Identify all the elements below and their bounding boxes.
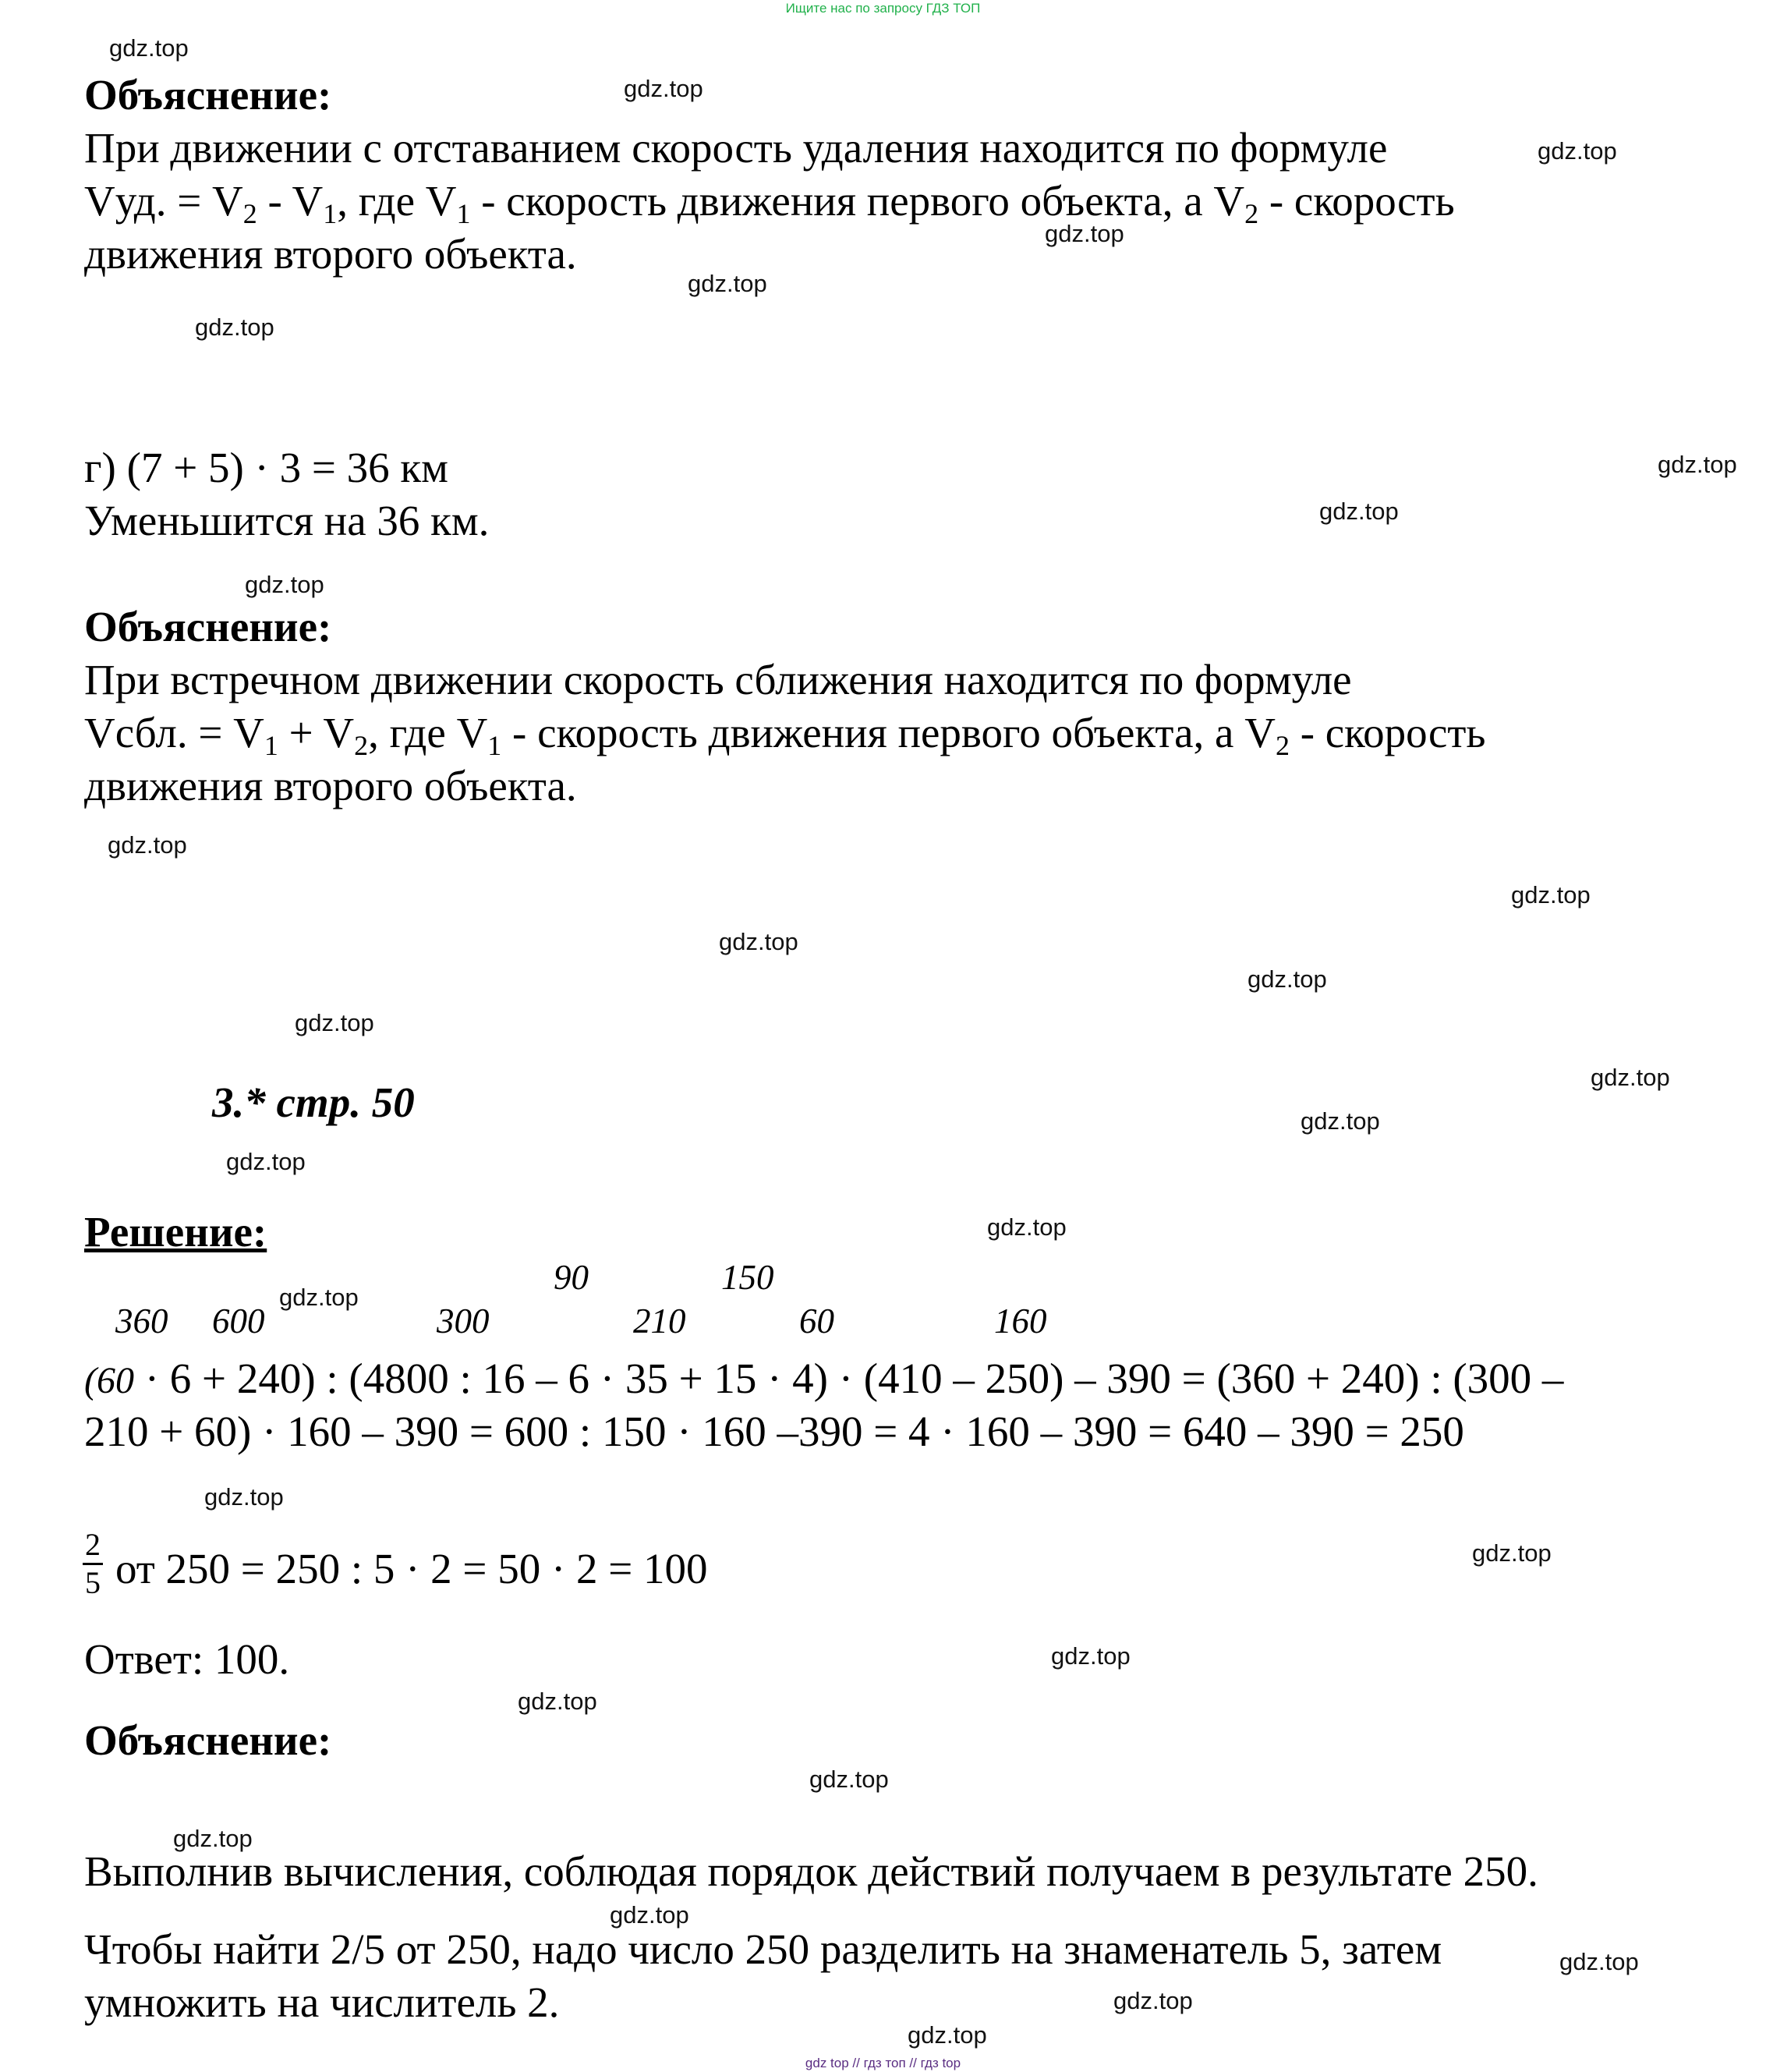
solution-label: Решение: xyxy=(84,1208,267,1256)
section3-line3: умножить на числитель 2. xyxy=(84,1978,560,2026)
intermediate-result: 90 xyxy=(554,1258,589,1297)
watermark: gdz.top xyxy=(279,1284,359,1311)
watermark: gdz.top xyxy=(1559,1948,1639,1975)
watermark: gdz.top xyxy=(809,1766,889,1793)
watermark: gdz.top xyxy=(295,1009,374,1036)
watermark: gdz.top xyxy=(1658,451,1737,478)
intermediate-result: 360 xyxy=(115,1302,168,1341)
section2-line3: движения второго объекта. xyxy=(84,762,577,809)
watermark: gdz.top xyxy=(1113,1987,1193,2014)
expression-line2: 210 + 60) · 160 – 390 = 600 : 150 · 160 –390 = 4 · 160 – 390 = 640 – 390 = 250 xyxy=(84,1408,1464,1455)
fraction-numerator: 2 xyxy=(85,1527,101,1562)
watermark: gdz.top xyxy=(245,571,324,598)
watermark: gdz.top xyxy=(195,313,274,341)
section3-heading: Объяснение: xyxy=(84,1716,332,1764)
watermark: gdz.top xyxy=(719,928,798,955)
watermark: gdz.top xyxy=(1051,1642,1131,1670)
watermark: gdz.top xyxy=(173,1825,253,1852)
intermediate-result: 150 xyxy=(721,1258,774,1297)
section3-line1: Выполнив вычисления, соблюдая порядок действий получаем в результате 250. xyxy=(84,1847,1538,1895)
watermark: gdz.top xyxy=(204,1483,284,1511)
section3-line2: Чтобы найти 2/5 от 250, надо число 250 разделить на знаменатель 5, затем xyxy=(84,1925,1442,1973)
section2-line1: При встречном движении скорость сближения находится по формуле xyxy=(84,656,1352,703)
watermark: gdz.top xyxy=(1472,1539,1552,1567)
intermediate-result: 600 xyxy=(212,1302,265,1341)
watermark: gdz.top xyxy=(908,2021,987,2049)
top-banner: Ищите нас по запросу ГДЗ ТОП xyxy=(785,1,981,16)
watermark: gdz.top xyxy=(108,831,187,859)
watermark: gdz.top xyxy=(1319,498,1399,525)
watermark: gdz.top xyxy=(1511,881,1591,908)
watermark: gdz.top xyxy=(1591,1064,1670,1091)
fraction xyxy=(83,1527,103,1601)
part-g-calculation: г) (7 + 5) · 3 = 36 км xyxy=(84,444,448,491)
watermark: gdz.top xyxy=(109,34,189,62)
bottom-banner: gdz top // гдз топ // гдз top xyxy=(805,2056,961,2070)
section1-heading: Объяснение: xyxy=(84,71,332,119)
watermark: gdz.top xyxy=(518,1688,597,1715)
intermediate-result: 300 xyxy=(437,1302,490,1341)
task-title: 3.* стр. 50 xyxy=(212,1079,415,1126)
fraction-calculation: от 250 = 250 : 5 · 2 = 50 · 2 = 100 xyxy=(115,1545,708,1592)
section1-line1: При движении с отставанием скорость удаления находится по формуле xyxy=(84,124,1388,172)
watermark: gdz.top xyxy=(688,270,767,297)
answer: Ответ: 100. xyxy=(84,1635,290,1683)
watermark: gdz.top xyxy=(1045,220,1124,247)
section1-line3: движения второго объекта. xyxy=(84,230,577,278)
section2-heading: Объяснение: xyxy=(84,603,332,650)
watermark: gdz.top xyxy=(987,1213,1067,1241)
expression-line1: (60 · 6 + 240) : (4800 : 16 – 6 · 35 + 15 · 4) · (410 – 250) – 390 = (360 + 240) : (300 – xyxy=(84,1355,1564,1402)
watermark: gdz.top xyxy=(610,1901,689,1929)
intermediate-result: 160 xyxy=(994,1302,1047,1341)
watermark: gdz.top xyxy=(1538,137,1617,165)
section2-line2: Vсбл. = $V_1 + V_2$, где $V_1$ - скорость движения первого объекта, а $V_2$ - скорость xyxy=(84,709,1486,761)
watermark: gdz.top xyxy=(1301,1107,1380,1135)
intermediate-result: 210 xyxy=(633,1302,686,1341)
section1-line2: Vуд. = $V_2 - V_1$, где $V_1$ - скорость движения первого объекта, а $V_2$ - скорость xyxy=(84,177,1455,229)
part-g-answer: Уменьшится на 36 км. xyxy=(84,497,490,544)
watermark: gdz.top xyxy=(624,75,703,102)
intermediate-result: 60 xyxy=(799,1302,834,1341)
watermark: gdz.top xyxy=(226,1148,306,1175)
fraction-denominator: 5 xyxy=(85,1565,101,1600)
watermark: gdz.top xyxy=(1248,965,1327,993)
